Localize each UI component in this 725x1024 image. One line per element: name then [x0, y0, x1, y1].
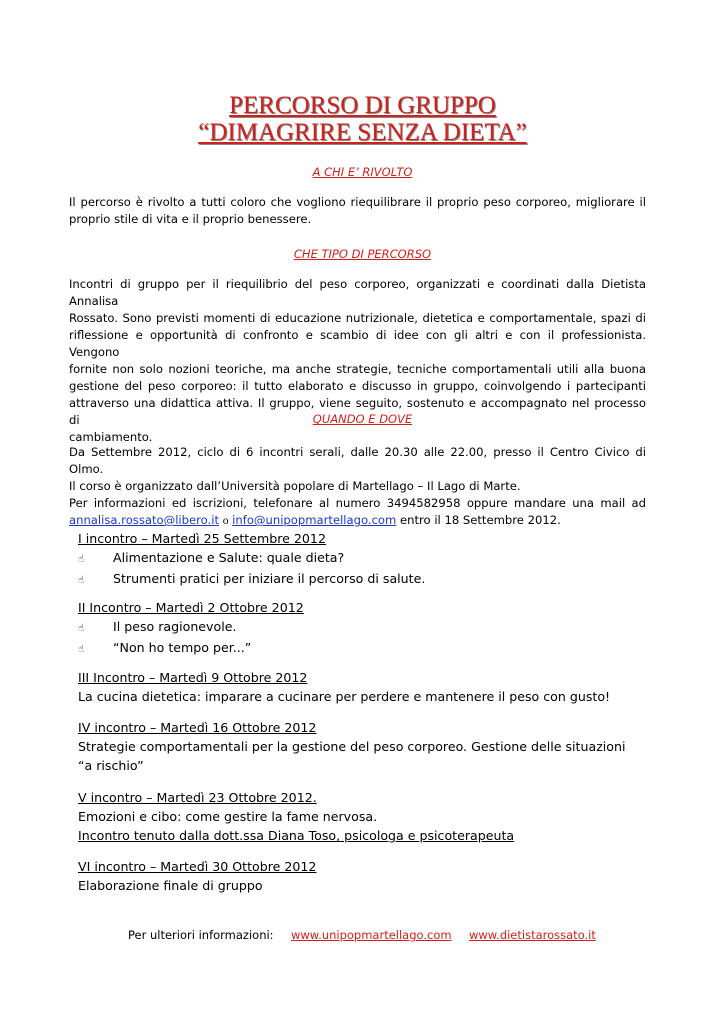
session-heading: IV incontro – Martedì 16 Ottobre 2012: [78, 720, 317, 735]
footer-link-dietista[interactable]: www.dietistarossato.it: [469, 928, 596, 942]
list-item: [78, 569, 678, 590]
list-item-text: “Non ho tempo per...”: [113, 640, 252, 655]
session-3: [78, 668, 678, 706]
paragraph-line: Incontri di gruppo per il riequilibrio del peso corporeo, organizzati e coordinati dalla Dietista Annalisa: [69, 277, 646, 308]
paragraph-line: Il percorso è rivolto a tutti coloro che vogliono riequilibrare il proprio peso corporeo, migliorare il: [69, 195, 646, 209]
list-item-text: Il peso ragionevole.: [113, 619, 237, 634]
paragraph-rivolto: [69, 194, 646, 228]
session-speaker-note: Incontro tenuto dalla dott.ssa Diana Toso, psicologa e psicoterapeuta: [78, 828, 515, 843]
session-2: [78, 598, 678, 659]
paragraph-line: Il corso è organizzato dall’Università popolare di Martellago – Il Lago di Marte.: [69, 479, 521, 493]
pointer-hand-icon: ☝: [78, 575, 85, 586]
session-description: La cucina dietetica: imparare a cucinare per perdere e mantenere il peso con gusto!: [78, 689, 611, 704]
deadline-text: entro il 18 Settembre 2012.: [400, 513, 561, 527]
list-item: [78, 638, 678, 659]
session-description: Emozioni e cibo: come gestire la fame nervosa.: [78, 809, 378, 824]
pointer-hand-icon: ☝: [78, 554, 85, 565]
section-heading-rivolto: A CHI E’ RIVOLTO: [312, 165, 413, 179]
session-heading: I incontro – Martedì 25 Settembre 2012: [78, 531, 326, 546]
paragraph-line: attraverso una didattica attiva. Il gruppo, viene seguito, sostenuto e accompagnato nel processo di: [69, 396, 646, 427]
session-description: “a rischio”: [78, 758, 144, 773]
session-heading: II Incontro – Martedì 2 Ottobre 2012: [78, 600, 304, 615]
list-item-text: Alimentazione e Salute: quale dieta?: [113, 550, 345, 565]
session-heading: III Incontro – Martedì 9 Ottobre 2012: [78, 670, 308, 685]
document-title-line-1: PERCORSO DI GRUPPO: [229, 92, 496, 119]
session-description: Strategie comportamentali per la gestione del peso corporeo. Gestione delle situazioni: [78, 739, 626, 754]
paragraph-line: Da Settembre 2012, ciclo di 6 incontri serali, dalle 20.30 alle 22.00, presso il Centro Civico di Olmo.: [69, 445, 646, 476]
email-link-unipop[interactable]: info@unipopmartellago.com: [232, 513, 397, 527]
list-item: [78, 548, 678, 569]
list-item-text: Strumenti pratici per iniziare il percorso di salute.: [113, 571, 426, 586]
paragraph-line: proprio stile di vita e il proprio benessere.: [69, 212, 312, 226]
session-6: [78, 857, 678, 895]
pointer-hand-icon: ☝: [78, 623, 85, 634]
paragraph-line: riflessione e opportunità di confronto e scambio di idee con gli altri e con il professionista. Vengono: [69, 328, 646, 359]
paragraph-line: Rossato. Sono previsti momenti di educazione nutrizionale, dietetica e comportamentale, spazi di: [69, 311, 646, 325]
paragraph-quando: [69, 444, 646, 529]
session-4: [78, 718, 678, 775]
paragraph-line: Per informazioni ed iscrizioni, telefonare al numero 3494582958 oppure mandare una mail ad: [69, 496, 646, 510]
document-title-line-2: “DIMAGRIRE SENZA DIETA”: [198, 119, 527, 146]
session-description: Elaborazione finale di gruppo: [78, 878, 263, 893]
email-link-rossato[interactable]: annalisa.rossato@libero.it: [69, 513, 219, 527]
section-heading-quando: QUANDO E DOVE: [312, 412, 413, 426]
section-heading-tipo: CHE TIPO DI PERCORSO: [293, 247, 432, 261]
connector-text: o: [222, 514, 229, 527]
session-heading: VI incontro – Martedì 30 Ottobre 2012: [78, 859, 317, 874]
list-item: [78, 617, 678, 638]
pointer-hand-icon: ☝: [78, 644, 85, 655]
paragraph-line: gestione del peso corporeo: il tutto elaborato e discusso in gruppo, coinvolgendo i partecipanti: [69, 379, 646, 393]
paragraph-line: [69, 512, 646, 529]
footer-label: Per ulteriori informazioni:: [128, 928, 274, 942]
paragraph-line: cambiamento.: [69, 430, 153, 444]
session-1: [78, 529, 678, 590]
footer-link-unipop[interactable]: www.unipopmartellago.com: [291, 928, 452, 942]
session-5: [78, 788, 678, 845]
session-heading: V incontro – Martedì 23 Ottobre 2012.: [78, 790, 317, 805]
paragraph-line: fornite non solo nozioni teoriche, ma anche strategie, tecniche comportamentali utili alla buona: [69, 362, 646, 376]
